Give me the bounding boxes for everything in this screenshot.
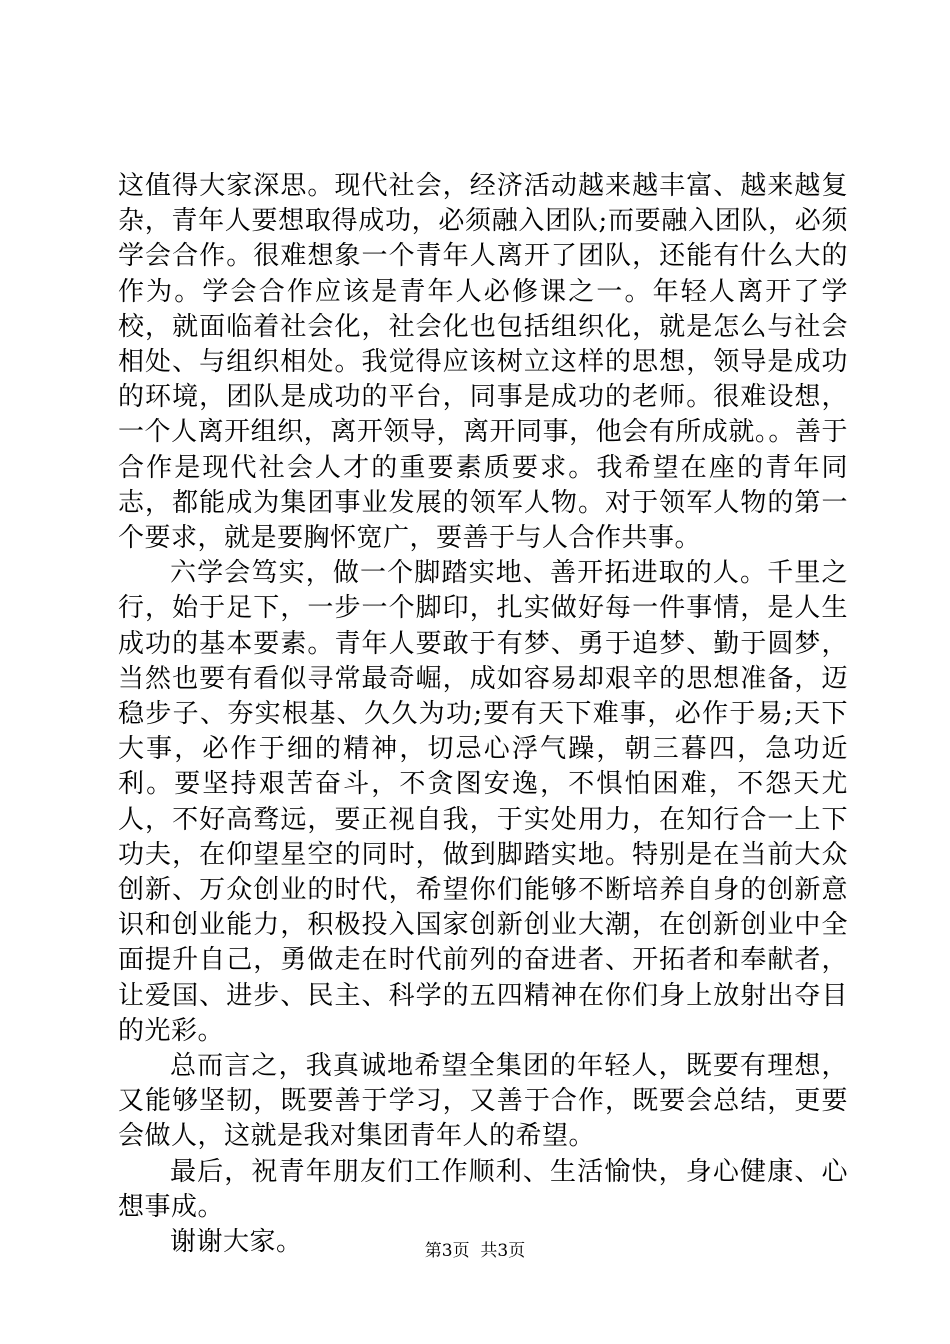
paragraph-section-six: 六学会笃实，做一个脚踏实地、善开拓进取的人。千里之行，始于足下，一步一个脚印，扎实做好每一件事情，是人生成功的基本要素。青年人要敢于有梦、勇于追梦、勤于圆梦，当然也要有看似寻常最奇崛，成如容易却艰辛的思想准备，迈稳步子、夯实根基、久久为功;要有天下难事，必作于易;天下大事，必作于细的精神，切忌心浮气躁，朝三暮四，急功近利。要坚持艰苦奋斗，不贪图安逸，不惧怕困难，不怨天尤人，不好高骛远，要正视自我，于实处用力，在知行合一上下功夫，在仰望星空的同时，做到脚踏实地。特别是在当前大众创新、万众创业的时代，希望你们能够不断培养自身的创新意识和创业能力，积极投入国家创新创业大潮，在创新创业中全面提升自己，勇做走在时代前列的奋进者、开拓者和奉献者，让爱国、进步、民主、科学的五四精神在你们身上放射出夺目的光彩。 bbox=[118, 558, 848, 1046]
page-number-label: 第3页 共3页 bbox=[424, 1241, 526, 1261]
page-footer bbox=[0, 1240, 950, 1262]
paragraph-summary: 总而言之，我真诚地希望全集团的年轻人，既要有理想，又能够坚韧，既要善于学习，又善于合作，既要会总结，更要会做人，这就是我对集团青年人的希望。 bbox=[118, 1051, 848, 1152]
paragraph-closing-wishes: 最后，祝青年朋友们工作顺利、生活愉快，身心健康、心想事成。 bbox=[118, 1156, 848, 1222]
paragraph-thanks: 谢谢大家。 bbox=[170, 1227, 303, 1258]
document-body bbox=[118, 169, 848, 1260]
paragraph-continuation: 这值得大家深思。现代社会，经济活动越来越丰富、越来越复杂，青年人要想取得成功，必须融入团队;而要融入团队，必须学会合作。很难想象一个青年人离开了团队，还能有什么大的作为。学会合作应该是青年人必修课之一。年轻人离开了学校，就面临着社会化，社会化也包括组织化，就是怎么与社会相处、与组织相处。我觉得应该树立这样的思想，领导是成功的环境，团队是成功的平台，同事是成功的老师。很难设想，一个人离开组织，离开领导，离开同事，他会有所成就。。善于合作是现代社会人才的重要素质要求。我希望在座的青年同志，都能成为集团事业发展的领军人物。对于领军人物的第一个要求，就是要胸怀宽广，要善于与人合作共事。 bbox=[118, 171, 848, 554]
